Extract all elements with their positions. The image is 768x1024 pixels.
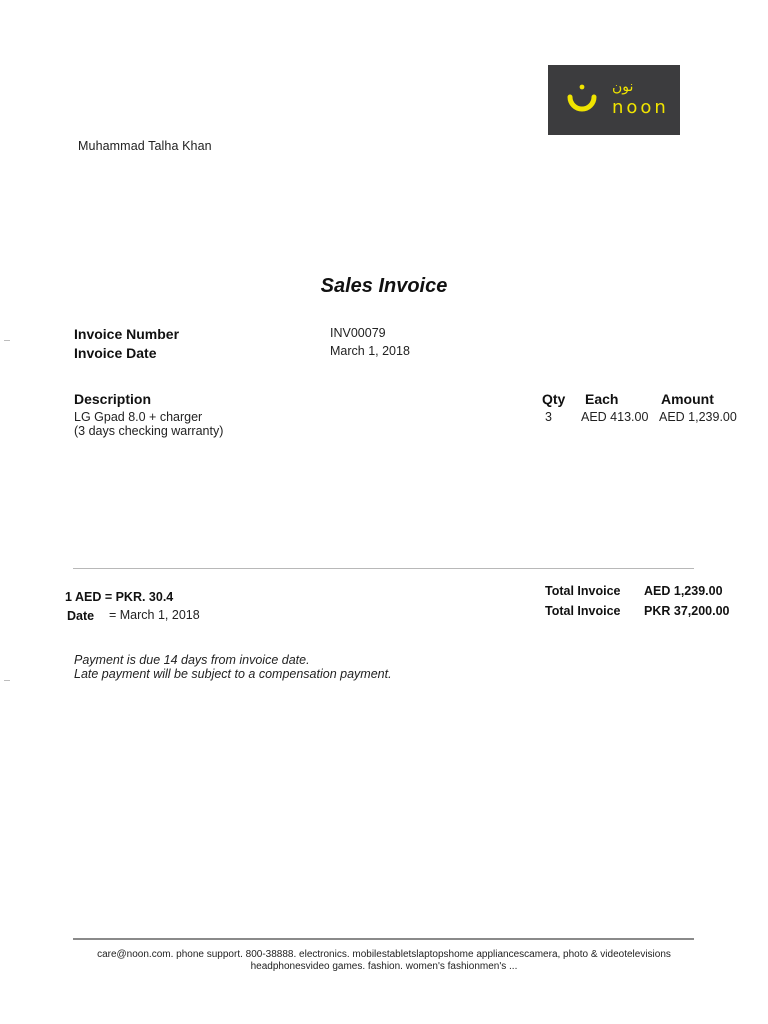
total-pkr-value: PKR 37,200.00 <box>644 604 730 618</box>
payment-terms <box>74 653 392 681</box>
invoice-date-value: March 1, 2018 <box>330 344 410 358</box>
invoice-date-label: Invoice Date <box>74 345 157 361</box>
margin-mark <box>4 340 10 341</box>
exchange-date-value: = March 1, 2018 <box>109 608 200 622</box>
total-aed-label: Total Invoice <box>545 584 621 598</box>
qty-header: Qty <box>542 391 566 407</box>
exchange-rate: 1 AED = PKR. 30.4 <box>65 590 174 604</box>
item-amount: AED 1,239.00 <box>659 410 737 424</box>
totals-divider <box>73 568 694 569</box>
page-title: Sales Invoice <box>320 275 448 297</box>
amount-header: Amount <box>661 391 714 407</box>
footer-divider <box>73 938 694 940</box>
exchange-date-label: Date <box>67 609 95 623</box>
customer-name: Muhammad Talha Khan <box>78 139 212 153</box>
logo-arabic-text: نون <box>612 79 634 95</box>
total-aed-value: AED 1,239.00 <box>644 584 723 598</box>
invoice-number-label: Invoice Number <box>74 326 180 342</box>
invoice-number-value: INV00079 <box>330 326 386 340</box>
footer-text: care@noon.com. phone support. 800-38888. electronics. mobilestabletslaptopshome appliancescamera, photo & videotelevisions headphonesvideo games. fashion. women's fashionmen's ... <box>97 949 671 972</box>
terms-line-1: Payment is due 14 days from invoice date. <box>74 653 310 667</box>
terms-line-2: Late payment will be subject to a compensation payment. <box>74 667 392 681</box>
logo-wordmark: noon <box>612 97 669 118</box>
item-qty: 3 <box>545 410 552 424</box>
noon-logo <box>548 65 680 135</box>
each-header: Each <box>585 391 619 407</box>
item-note: (3 days checking warranty) <box>74 424 224 438</box>
total-pkr-label: Total Invoice <box>545 604 621 618</box>
margin-mark <box>4 680 10 681</box>
item-each: AED 413.00 <box>581 410 649 424</box>
description-header: Description <box>74 391 152 407</box>
item-description: LG Gpad 8.0 + charger <box>74 410 203 424</box>
